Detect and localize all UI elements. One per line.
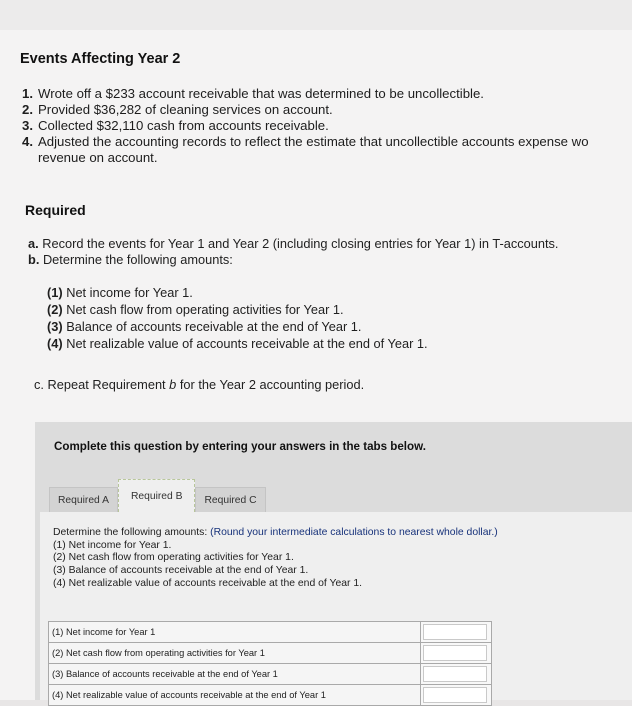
ar-balance-input[interactable] (423, 666, 487, 682)
table-row (49, 643, 492, 664)
amount-item: (2) Net cash flow from operating activities for Year 1. (47, 302, 344, 317)
event-item: 1. Wrote off a $233 account receivable that was determined to be uncollectible. (22, 86, 484, 101)
net-realizable-value-input[interactable] (423, 687, 487, 703)
table-row (49, 685, 492, 706)
events-heading: Events Affecting Year 2 (20, 51, 181, 67)
event-item: 2. Provided $36,282 of cleaning services on account. (22, 102, 333, 117)
event-item: 3. Collected $32,110 cash from accounts receivable. (22, 118, 329, 133)
table-row (49, 664, 492, 685)
net-income-input[interactable] (423, 624, 487, 640)
top-band (0, 0, 632, 30)
row-label: (1) Net income for Year 1 (49, 622, 421, 643)
instruction-line: (2) Net cash flow from operating activities for Year 1. (53, 552, 294, 564)
amounts-list (47, 284, 428, 352)
requirement-a: a. Record the events for Year 1 and Year 2 (including closing entries for Year 1) in T-accounts. (28, 236, 559, 251)
tab-bar (49, 478, 266, 512)
requirement-b: b. Determine the following amounts: (28, 252, 233, 267)
row-label: (4) Net realizable value of accounts receivable at the end of Year 1 (49, 685, 421, 706)
requirement-c: c. Repeat Requirement b for the Year 2 accounting period. (34, 377, 365, 392)
requirements-list (28, 236, 558, 268)
complete-instruction: Complete this question by entering your answers in the tabs below. (54, 440, 426, 453)
net-cash-flow-input[interactable] (423, 645, 487, 661)
event-item-continuation: revenue on account. (38, 150, 158, 165)
instruction-line: Determine the following amounts: (Round your intermediate calculations to nearest whole dollar.) (53, 527, 498, 538)
amount-item: (1) Net income for Year 1. (47, 285, 193, 300)
instruction-line: (4) Net realizable value of accounts receivable at the end of Year 1. (53, 577, 363, 589)
amount-item: (3) Balance of accounts receivable at the end of Year 1. (47, 319, 362, 334)
table-row (49, 622, 492, 643)
instruction-line: (3) Balance of accounts receivable at the end of Year 1. (53, 565, 309, 577)
amount-item: (4) Net realizable value of accounts receivable at the end of Year 1. (47, 336, 428, 351)
tab-instructions (53, 527, 498, 591)
tab-required-c[interactable]: Required C (195, 487, 265, 512)
row-label: (2) Net cash flow from operating activities for Year 1 (49, 643, 421, 664)
instruction-line: (1) Net income for Year 1. (53, 539, 172, 551)
event-item: 4. Adjusted the accounting records to reflect the estimate that uncollectible accounts expense wo (22, 134, 589, 149)
answer-table (48, 621, 492, 706)
tab-required-b[interactable]: Required B (118, 479, 196, 512)
row-label: (3) Balance of accounts receivable at the end of Year 1 (49, 664, 421, 685)
required-heading: Required (25, 202, 86, 218)
tab-required-a[interactable]: Required A (49, 487, 118, 512)
events-list (22, 86, 632, 166)
